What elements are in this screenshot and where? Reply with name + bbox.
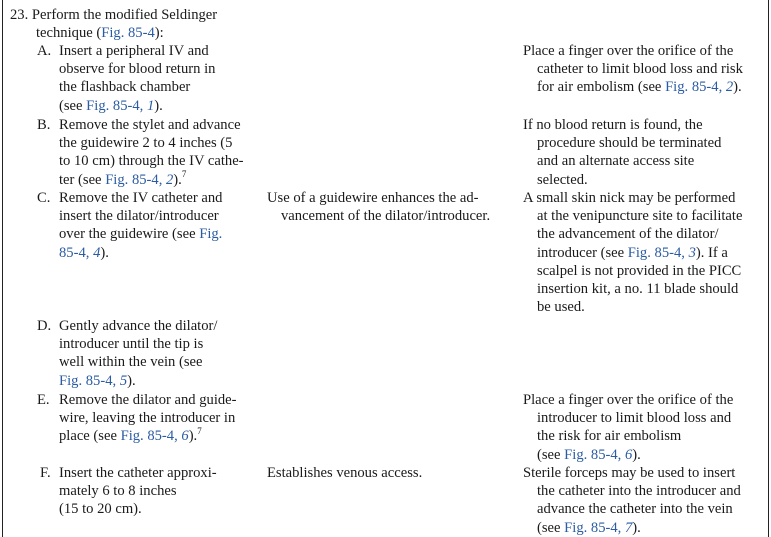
figure-ref[interactable]: Fig. 85-4, 7 bbox=[564, 519, 633, 536]
substep-f-rationale: Establishes venous access. bbox=[267, 465, 423, 481]
substep-c-note: A small skin nick may be performed at the venipuncture site to facilitate the advancement of the dilator/ introducer (see Fig. 85-4, 3). If a scalpel is not provided in the PICC insertion kit, a no. 11 blade should be used. bbox=[523, 190, 743, 316]
left-border bbox=[2, 0, 3, 537]
figure-ref[interactable]: Fig. 85-4, 6 bbox=[120, 428, 189, 445]
figure-ref[interactable]: Fig. bbox=[199, 226, 223, 243]
right-border bbox=[768, 0, 769, 537]
substep-f-action: Insert the catheter approxi- mately 6 to 8 inches (15 to 20 cm). bbox=[59, 465, 217, 518]
figure-ref[interactable]: Fig. 85-4 bbox=[101, 25, 155, 41]
substep-f-note: Sterile forceps may be used to insert the catheter into the introducer and advance the catheter into the vein (see Fig. 85-4, 7). bbox=[523, 465, 741, 536]
figure-ref[interactable]: 85-4, 4 bbox=[59, 244, 101, 261]
substep-a-note: Place a finger over the orifice of the catheter to limit blood loss and risk for air embolism (see Fig. 85-4, 2). bbox=[523, 43, 743, 96]
substep-b-letter: B. bbox=[37, 117, 51, 133]
substep-c-rationale: Use of a guidewire enhances the ad- vancement of the dilator/introducer. bbox=[267, 190, 491, 225]
figure-ref[interactable]: Fig. 85-4, 2 bbox=[105, 171, 174, 188]
step-heading: 23. Perform the modified Seldinger bbox=[10, 7, 218, 23]
figure-ref[interactable]: Fig. 85-4, 3 bbox=[627, 244, 696, 261]
substep-f-letter: F. bbox=[40, 465, 51, 481]
step-heading-line2: technique (Fig. 85-4): bbox=[36, 25, 164, 41]
figure-ref[interactable]: Fig. 85-4, 2 bbox=[665, 79, 734, 96]
substep-d-action: Gently advance the dilator/ introducer until the tip is well within the vein (see Fig. 85-4, 5). bbox=[59, 318, 218, 389]
figure-ref[interactable]: Fig. 85-4, 6 bbox=[564, 446, 633, 463]
substep-b-note: If no blood return is found, the procedure should be terminated and an alternate access site selected. bbox=[523, 117, 722, 188]
figure-ref[interactable]: Fig. 85-4, 5 bbox=[59, 372, 128, 389]
substep-d-letter: D. bbox=[37, 318, 52, 334]
substep-e-letter: E. bbox=[37, 392, 50, 408]
substep-a-letter: A. bbox=[37, 43, 52, 59]
figure-ref[interactable]: Fig. 85-4, 1 bbox=[86, 97, 155, 114]
substep-c-letter: C. bbox=[37, 190, 51, 206]
substep-e-action: Remove the dilator and guide- wire, leaving the introducer in place (see Fig. 85-4, 6).$^7$ bbox=[59, 392, 237, 445]
substep-a-action: Insert a peripheral IV and observe for blood return in the flashback chamber (see Fig. 85-4, 1). bbox=[59, 43, 216, 114]
substep-c-action: Remove the IV catheter and insert the dilator/introducer over the guidewire (see Fig. 85-4, 4). bbox=[59, 190, 223, 261]
substep-e-note: Place a finger over the orifice of the introducer to limit blood loss and the risk for air embolism (see Fig. 85-4, 6). bbox=[523, 392, 734, 463]
substep-b-action: Remove the stylet and advance the guidewire 2 to 4 inches (5 to 10 cm) through the IV cathe- ter (see Fig. 85-4, 2).$^7$ bbox=[59, 117, 244, 188]
